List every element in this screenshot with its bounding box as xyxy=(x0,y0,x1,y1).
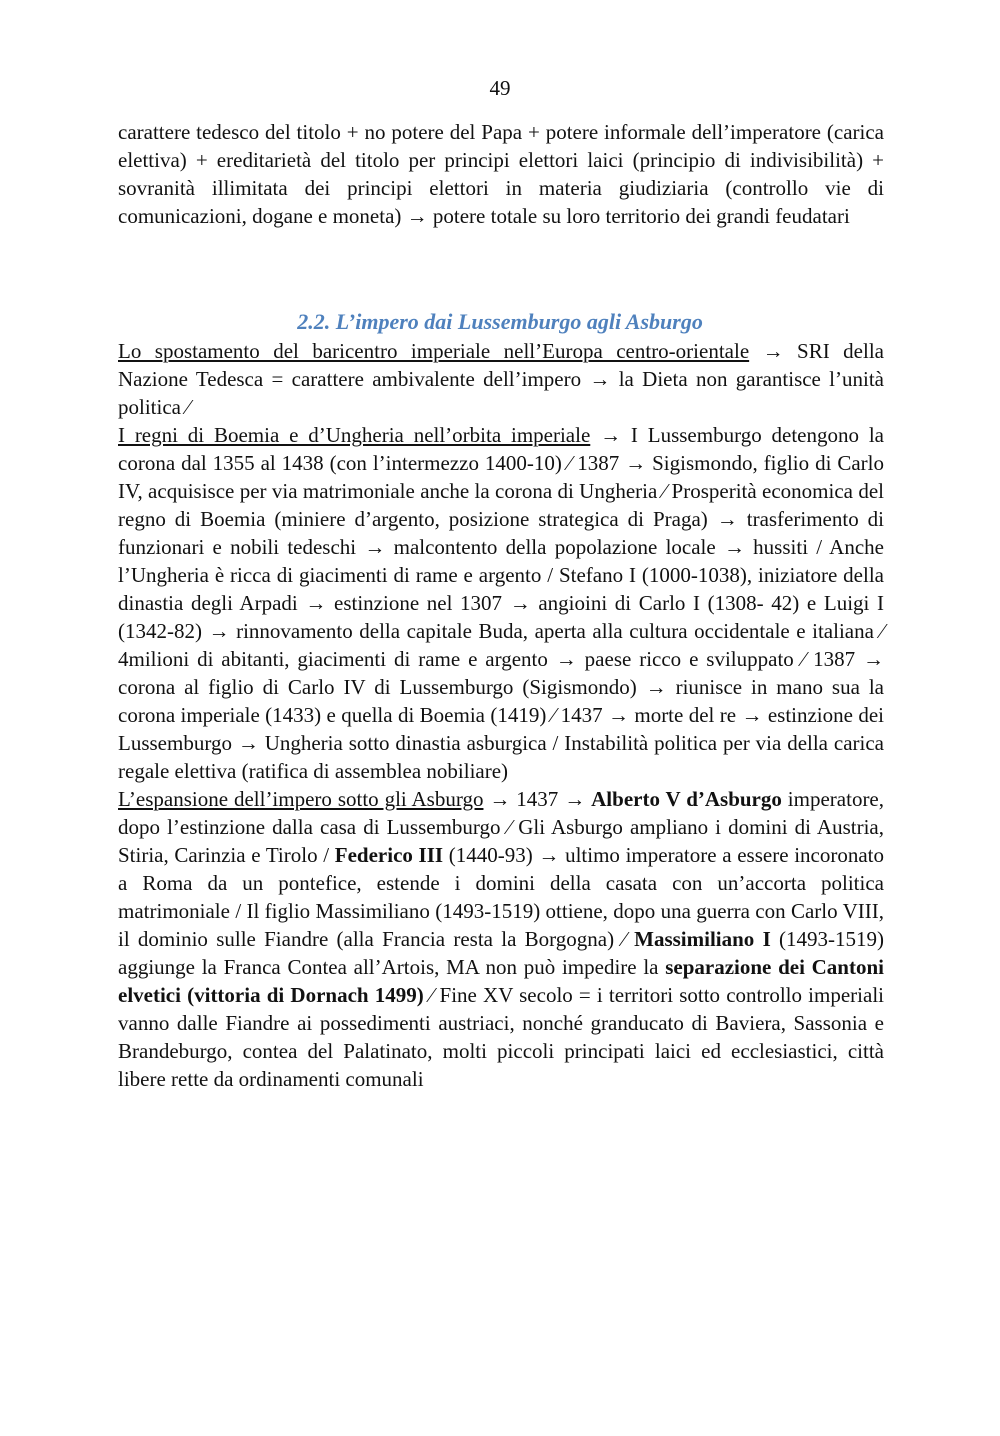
paragraph-spostamento xyxy=(118,337,884,421)
section-heading: 2.2. L’impero dai Lussemburgo agli Asburgo xyxy=(297,309,703,334)
paragraph-text: (1440-93) → ultimo imperatore a essere incoronato a Roma da un pontefice, estende i domini della casata con un’accorta politica matrimoniale / Il figlio Massimiliano (1493-1519) ottiene, dopo una guerra con Carlo VIII, il dominio sulle Fiandre (alla Francia resta la Borgogna) ⁄ xyxy=(118,843,884,951)
paragraph-asburgo xyxy=(118,785,884,1093)
paragraph-topic-underlined: Lo spostamento del baricentro imperiale nell’Europa centro-orientale xyxy=(118,339,750,363)
section-body xyxy=(118,337,884,1093)
page-number: 49 xyxy=(489,76,511,100)
bold-term-massimiliano: Massimiliano I xyxy=(634,927,771,951)
paragraph-topic-underlined: I regni di Boemia e d’Ungheria nell’orbita imperiale xyxy=(118,423,591,447)
bold-term-cantoni: separazione dei Cantoni elvetici (vittoria di Dornach 1499) xyxy=(118,955,884,1007)
paragraph-text: → 1437 → xyxy=(483,787,592,811)
bold-term-alberto: Alberto V d’Asburgo xyxy=(591,787,782,811)
paragraph-text: → SRI della Nazione Tedesca = carattere ambivalente dell’impero → la Dieta non garantisce l’unità politica ⁄ xyxy=(118,339,884,419)
paragraph-text: imperatore, dopo l’estinzione dalla casa di Lussemburgo ⁄ Gli Asburgo ampliano i domini di Austria, Stiria, Carinzia e Tirolo / xyxy=(118,787,885,867)
intro-paragraph: carattere tedesco del titolo + no potere del Papa + potere informale dell’imperatore (carica elettiva) + ereditarietà del titolo per principi elettori laici (principio di indivisibilità) + sovranità illimitata dei principi elettori in materia giudiziaria (controllo vie di comunicazioni, dogane e moneta) → potere totale su loro territorio dei grandi feudatari xyxy=(118,120,884,228)
paragraph-text: → I Lussemburgo detengono la corona dal 1355 al 1438 (con l’intermezzo 1400-10) ⁄ 1387 → Sigismondo, figlio di Carlo IV, acquisisce per via matrimoniale anche la corona di Ungheria ⁄ Prosperità economica del regno di Boemia (miniere d’argento, posizione strategica di Praga) → trasferimento di funzionari e nobili tedeschi → malcontento della popolazione locale → hussiti / Anche l’Ungheria è ricca di giacimenti di rame e argento / Stefano I (1000-1038), iniziatore della dinastia degli Arpadi → estinzione nel 1307 → angioini di Carlo I (1308- 42) e Luigi I (1342-82) → rinnovamento della capitale Buda, aperta alla cultura occidentale e italiana ⁄ 4milioni di abitanti, giacimenti di rame e argento → paese ricco e sviluppato ⁄ 1387 → corona al figlio di Carlo IV di Lussemburgo (Sigismondo) → riunisce in mano sua la corona imperiale (1433) e quella di Boemia (1419) ⁄ 1437 → morte del re → estinzione dei Lussemburgo → Ungheria sotto dinastia asburgica / Instabilità politica per via della carica regale elettiva (ratifica di assemblea nobiliare) xyxy=(118,423,884,783)
paragraph-text: (1493-1519) aggiunge la Franca Contea all’Artois, MA non può impedire la xyxy=(118,927,884,979)
paragraph-topic-underlined: L’espansione dell’impero sotto gli Asburgo xyxy=(118,787,484,811)
paragraph-boemia-ungheria xyxy=(118,421,884,785)
paragraph-text: ⁄ Fine XV secolo = i territori sotto controllo imperiali vanno dalle Fiandre ai possedimenti austriaci, nonché granducato di Baviera, Sassonia e Brandeburgo, contea del Palatinato, molti piccoli principati laici ed ecclesiastici, città libere rette da ordinamenti comunali xyxy=(118,983,884,1091)
bold-term-federico: Federico III xyxy=(334,843,444,867)
